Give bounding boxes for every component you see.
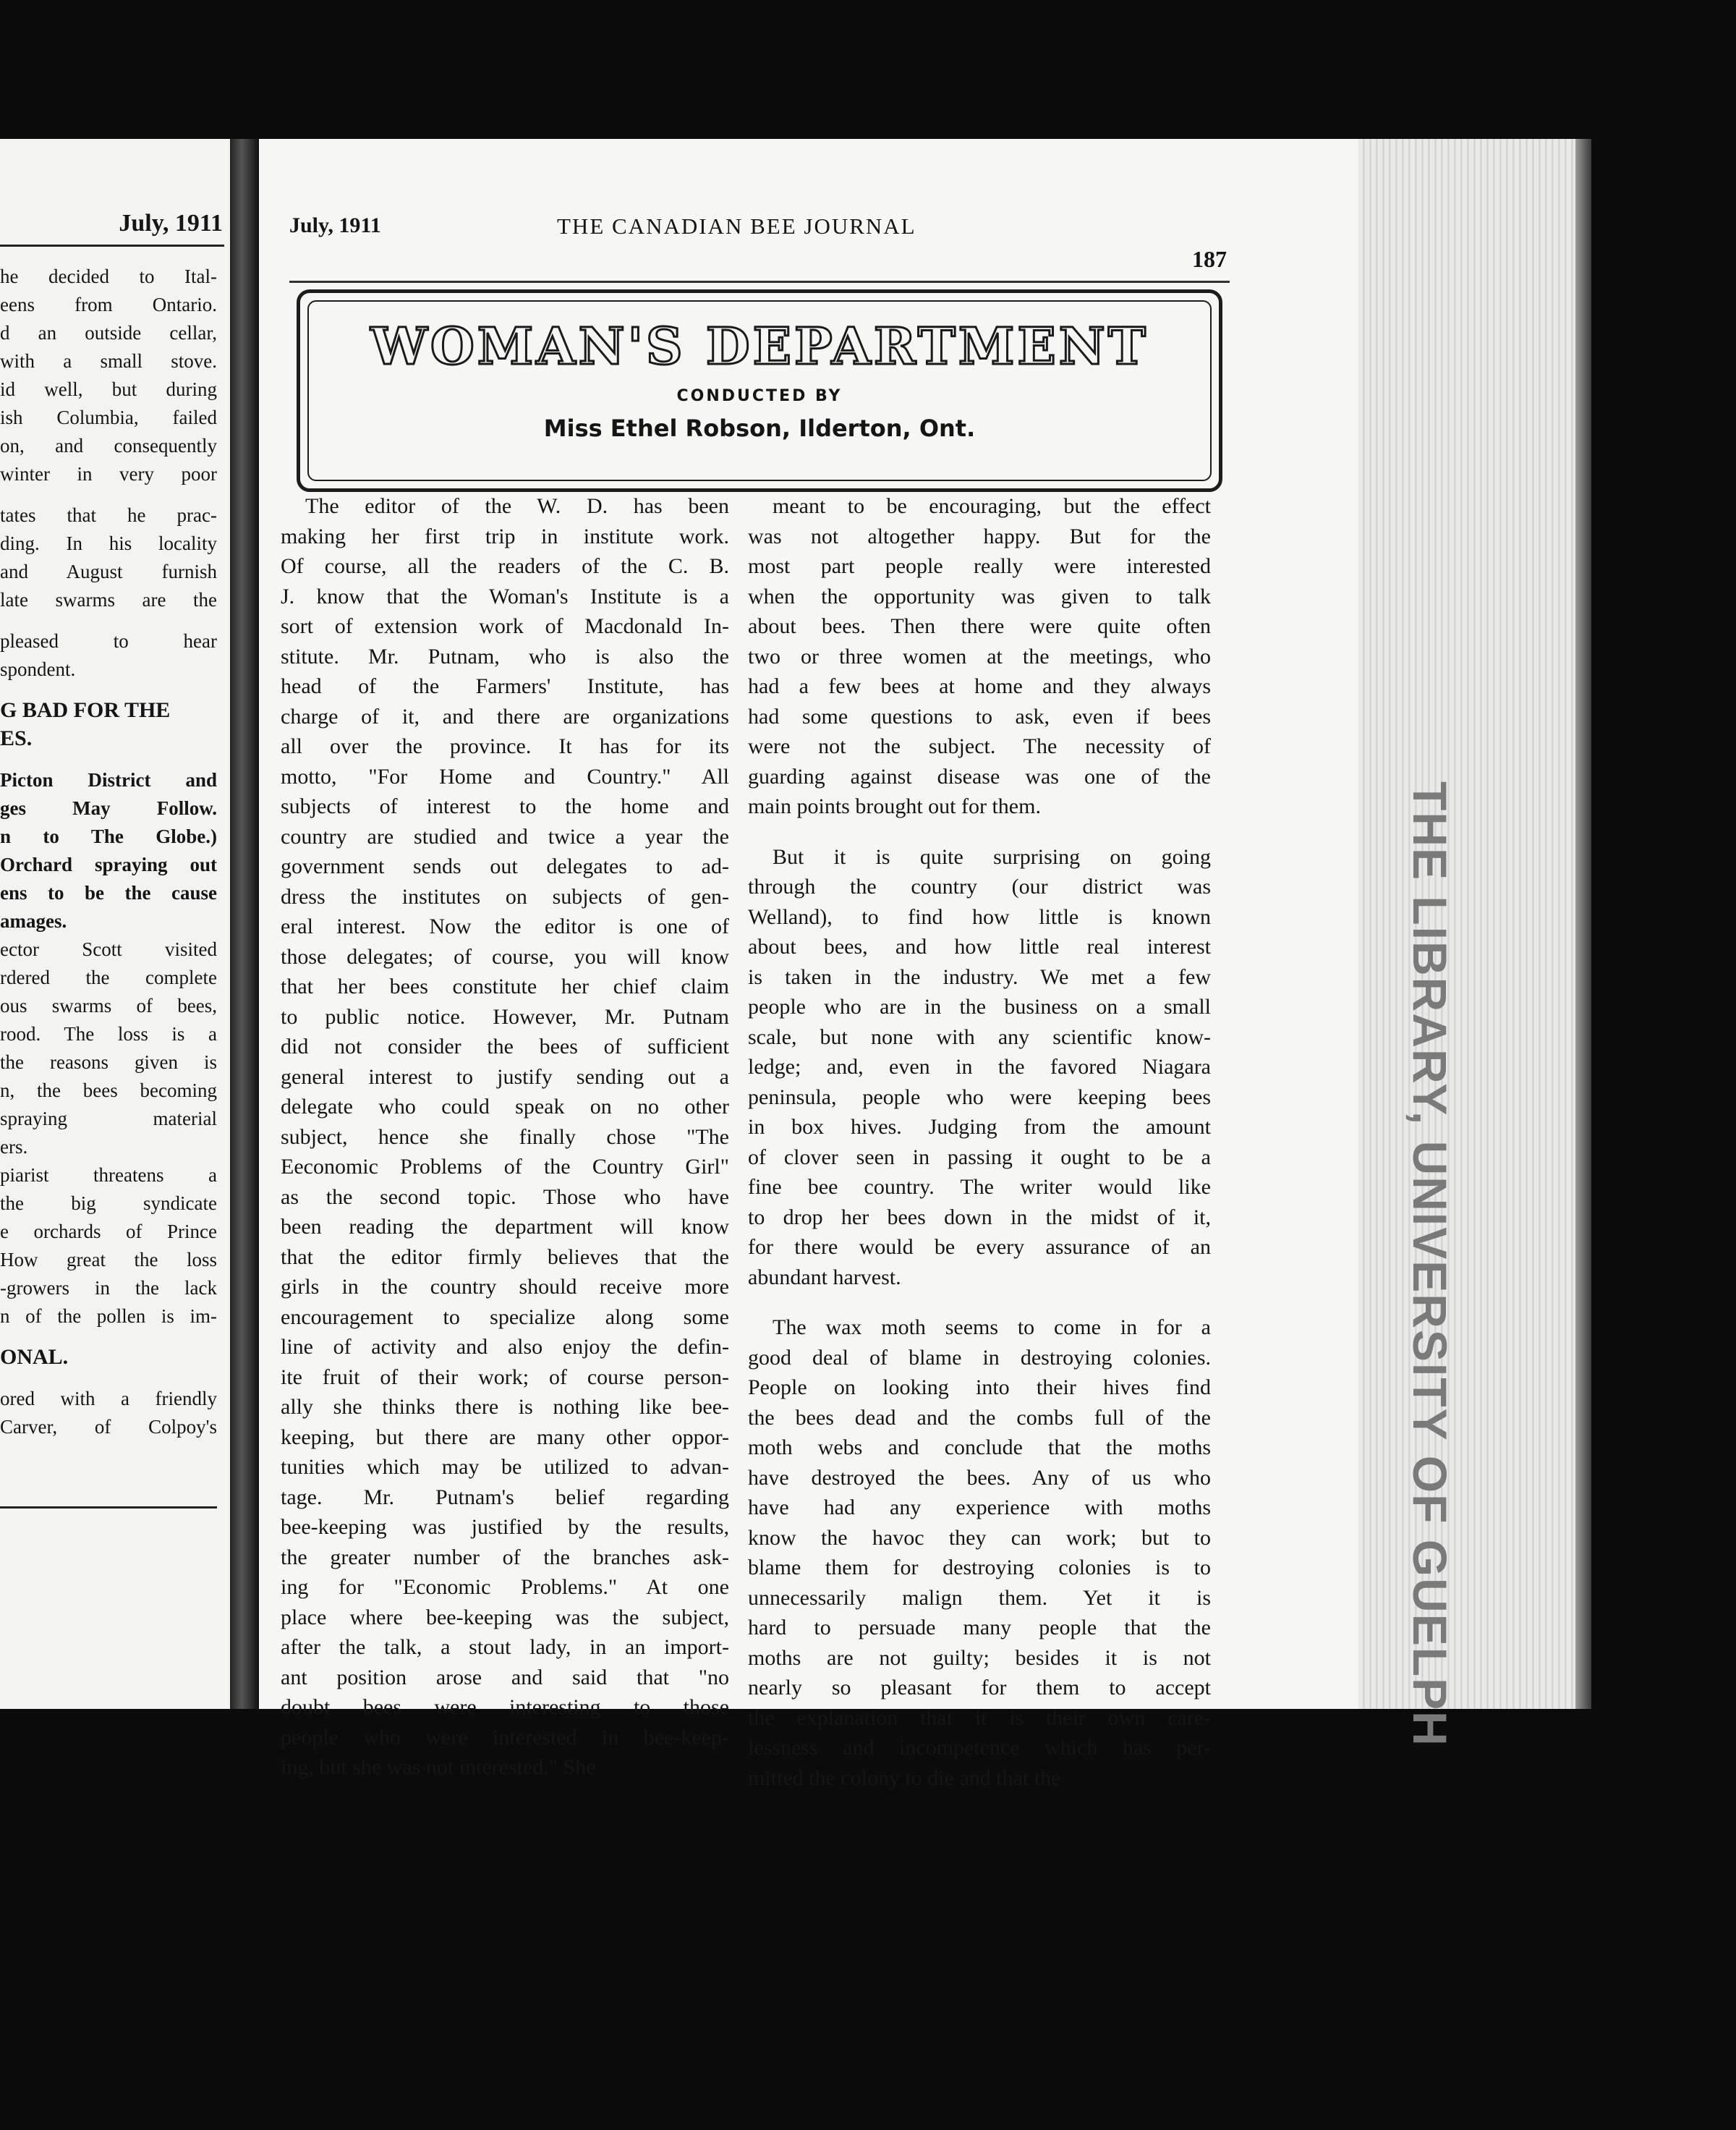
left-page-line: pleased to hear [0,630,217,652]
left-page-header: July, 1911 [119,210,223,237]
article-line: ally she thinks there is nothing like bee- [281,1395,729,1419]
article-line: all over the province. It has for its [281,734,729,758]
article-line: had some questions to ask, even if bees [748,704,1211,729]
article-line: the greater number of the branches ask- [281,1545,729,1569]
left-page-line: G BAD FOR THE [0,698,171,722]
left-page-line: rood. The loss is a [0,1023,217,1045]
article-line: charge of it, and there are organizations [281,704,729,729]
article-line: dress the institutes on subjects of gen- [281,884,729,909]
left-page-line: d an outside cellar, [0,322,217,344]
article-line: girls in the country should receive more [281,1275,729,1299]
article-line: main points brought out for them. [748,794,1041,818]
article-line: Welland), to find how little is known [748,904,1211,929]
left-page-line: ges May Follow. [0,797,217,819]
left-page-line: ored with a friendly [0,1388,217,1409]
left-page-line: n, the bees becoming [0,1079,217,1101]
article-line: general interest to justify sending out a [281,1064,729,1089]
article-line: subjects of interest to the home and [281,794,729,818]
article-line: country are studied and twice a year the [281,824,729,849]
article-line: The editor of the W. D. has been [305,494,729,518]
article-line: tage. Mr. Putnam's belief regarding [281,1485,729,1509]
article-line: encouragement to specialize along some [281,1304,729,1329]
article-line: eral interest. Now the editor is one of [281,915,729,938]
article-line: those delegates; of course, you will know [281,944,729,969]
book-gutter [230,139,259,1709]
article-line: tunities which may be utilized to advan- [281,1455,729,1479]
department-banner [297,289,1222,492]
article-line: Eeconomic Problems of the Country Girl" [281,1155,729,1179]
left-page-line: eens from Ontario. [0,294,217,315]
article-line: about bees, and how little real interest [748,935,1211,959]
article-line: through the country (our district was [748,875,1211,899]
left-page-line: ector Scott visited [0,938,217,960]
article-line: moths are not guilty; besides it is not [748,1645,1211,1670]
article-line: J. know that the Woman's Institute is a [281,584,729,608]
left-page-line: ES. [0,726,33,750]
article-line: fine bee country. The writer would like [748,1175,1211,1199]
article-line: meant to be encouraging, but the effect [773,494,1211,518]
article-line: that the editor firmly believes that the [281,1244,729,1269]
left-page-line: the big syndicate [0,1192,217,1214]
article-line: ite fruit of their work; of course person- [281,1365,729,1389]
article-line: the bees dead and the combs full of the [748,1405,1211,1430]
article-line: keeping, but there are many other oppor- [281,1425,729,1449]
article-line: line of activity and also enjoy the defin- [281,1335,729,1359]
article-line: when the opportunity was given to talk [748,584,1211,608]
article-line: nearly so pleasant for them to accept [748,1676,1211,1700]
article-line: was not altogether happy. But for the [748,524,1211,548]
article-line: had a few bees at home and they always [748,674,1211,698]
left-page-line: and August furnish [0,561,217,582]
page-number: 187 [1192,246,1227,272]
article-line: People on looking into their hives find [748,1375,1211,1399]
library-edge-stamp [1378,781,1458,926]
left-page-line: Picton District and [0,769,217,791]
article-line: ing for "Economic Problems." At one [281,1575,729,1599]
left-page-line: with a small stove. [0,350,217,372]
department-author: Miss Ethel Robson, Ilderton, Ont. [543,415,976,442]
article-line: in box hives. Judging from the amount [748,1115,1211,1139]
left-page-line: the reasons given is [0,1051,217,1073]
article-line: most part people really were interested [748,554,1211,578]
article-line: about bees. Then there were quite often [748,614,1211,638]
left-page-line: on, and consequently [0,435,217,457]
article-line: people who are in the business on a small [748,995,1211,1019]
article-line: subject, hence she finally chose "The [281,1124,729,1149]
article-line: bee-keeping was justified by the results, [281,1515,729,1539]
article-line: abundant harvest. [748,1265,901,1289]
article-line: hard to persuade many people that the [748,1616,1211,1639]
left-page-line: ish Columbia, failed [0,407,217,428]
left-page-line: late swarms are the [0,589,217,611]
article-line: government sends out delegates to ad- [281,854,729,878]
left-page-line: rdered the complete [0,967,217,988]
left-page-line: Orchard spraying out [0,854,217,875]
left-page-line: Carver, of Colpoy's [0,1416,217,1438]
left-page-line: ous swarms of bees, [0,995,217,1017]
left-page-line: e orchards of Prince [0,1221,217,1242]
department-title: WOMAN'S DEPARTMENT [370,316,1149,376]
article-line: good deal of blame in destroying colonies. [748,1345,1211,1370]
article-line: lessness and incompetence which has per- [748,1736,1211,1760]
article-line: to public notice. However, Mr. Putnam [281,1004,729,1029]
left-page-line: ens to be the cause [0,882,217,904]
left-page-line: id well, but during [0,378,217,400]
article-line: making her first trip in institute work. [281,524,729,548]
article-line: were not the subject. The necessity of [748,734,1211,758]
article-line: as the second topic. Those who have [281,1184,729,1209]
article-line: the explanation that it is their own care- [748,1705,1211,1730]
left-page-line: winter in very poor [0,463,217,485]
article-line: head of the Farmers' Institute, has [281,674,729,698]
article-line: sort of extension work of Macdonald In- [281,614,729,638]
article-line: two or three women at the meetings, who [748,644,1211,669]
left-page-line: ers. [0,1136,28,1158]
left-page-line: tates that he prac- [0,504,217,526]
left-page-line: -growers in the lack [0,1277,217,1299]
article-line: place where bee-keeping was the subject, [281,1605,729,1629]
left-page-line: ONAL. [0,1345,69,1369]
article-line: ant position arose and said that "no [281,1665,729,1689]
running-head-date: July, 1911 [289,213,381,237]
article-line: guarding against disease was one of the [748,764,1211,789]
running-head-title: THE CANADIAN BEE JOURNAL [557,213,916,239]
left-page-rule [0,245,224,247]
article-line: delegate who could speak on no other [281,1095,729,1119]
article-line: did not consider the bees of sufficient [281,1035,729,1058]
article-line: But it is quite surprising on going [773,844,1211,869]
article-line: unnecessarily malign them. Yet it is [748,1585,1211,1610]
running-head-rule [289,281,1230,283]
article-line: The wax moth seems to come in for a [773,1315,1211,1339]
article-line: moth webs and conclude that the moths [748,1435,1211,1459]
left-page-line: spraying material [0,1108,217,1129]
article-line: mitted the colony to die and that the [748,1765,1061,1790]
article-line: ing, but she was not interested." She [281,1755,596,1779]
article-line: blame them for destroying colonies is to [748,1556,1211,1579]
left-page-line: ding. In his locality [0,532,217,554]
article-line: doubt bees were interesting to those [281,1695,729,1719]
article-line: ledge; and, even in the favored Niagara [748,1055,1211,1079]
department-conducted-by: CONDUCTED BY [676,387,843,405]
left-page-line: piarist threatens a [0,1164,217,1186]
article-line: know the havoc they can work; but to [748,1525,1211,1550]
article-line: after the talk, a stout lady, in an import- [281,1635,729,1659]
left-page [0,139,230,1709]
article-line: of clover seen in passing it ought to be a [748,1145,1211,1169]
article-line: Of course, all the readers of the C. B. [281,554,729,578]
article-line: to drop her bees down in the midst of it, [748,1205,1211,1229]
article-line: for there would be every assurance of an [748,1235,1211,1259]
left-page-line: spondent. [0,658,76,680]
article-line: that her bees constitute her chief claim [281,975,729,998]
article-line: people who were interested in bee-keep- [281,1725,729,1749]
left-page-line: he decided to Ital- [0,266,217,287]
page-edge-shadow [1575,139,1591,1709]
article-line: been reading the department will know [281,1215,729,1239]
left-page-line: How great the loss [0,1249,217,1270]
article-line: is taken in the industry. We met a few [748,964,1211,989]
article-line: motto, "For Home and Country." All [281,764,729,789]
left-page-line: n to The Globe.) [0,826,217,847]
left-page-line: n of the pollen is im- [0,1305,217,1327]
article-line: stitute. Mr. Putnam, who is also the [281,644,729,669]
article-line: have destroyed the bees. Any of us who [748,1465,1211,1490]
left-page-line: amages. [0,910,67,932]
article-line: peninsula, people who were keeping bees [748,1085,1211,1109]
article-line: have had any experience with moths [748,1495,1211,1519]
left-page-section-rule [0,1506,217,1509]
article-line: scale, but none with any scientific know- [748,1024,1211,1049]
